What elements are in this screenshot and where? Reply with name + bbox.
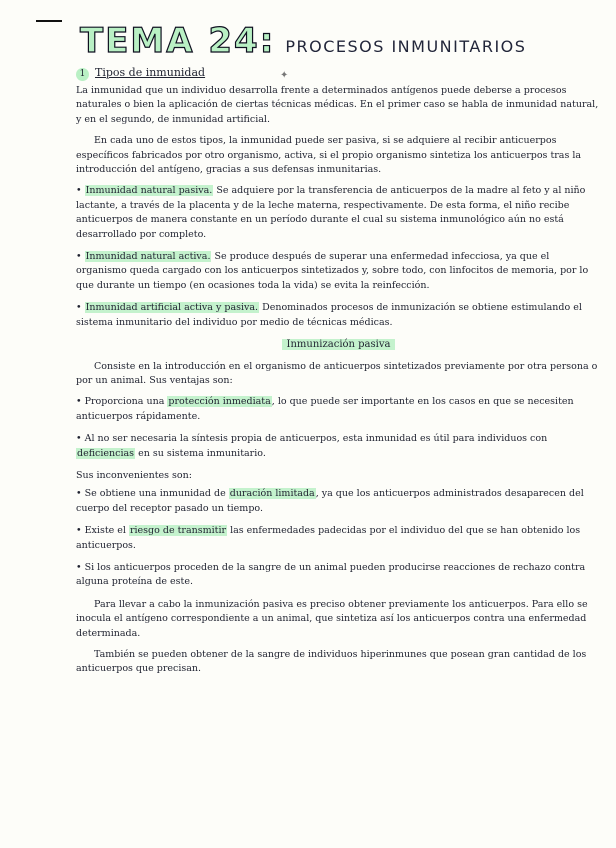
bullet-dot: • — [76, 488, 82, 500]
bullet-term: Inmunidad natural pasiva. — [85, 185, 213, 197]
types-paragraph: En cada uno de estos tipos, la inmunidad puede ser pasiva, si se adquiere al recibir anticuerpos específicos fabricados por otro organismo, activa, si el propio organismo sintetiza los anticuerpos tras la introducción del antígeno, gracias a sus defensas inmunitarias. — [76, 135, 582, 176]
page-header — [80, 21, 527, 61]
disadvantage-highlight: duración limitada — [229, 488, 315, 500]
section-number: 1 — [76, 68, 89, 81]
passive-heading-text: Inmunización pasiva — [282, 339, 396, 350]
section-title: Tipos de inmunidad — [95, 66, 206, 79]
bullet-text: Se adquiere por la transferencia de anticuerpos de la madre al feto y al niño lactante, a través de la placenta y de la leche materna, respectivamente. De esta forma, el niño recibe anticuerpos de manera constante en un período durante el cual su sistema inmunológico aún no está desarrollado por completo. — [76, 185, 586, 240]
section-heading — [76, 66, 601, 81]
disadvantage-text: Si los anticuerpos proceden de la sangre de un animal pueden producirse reacciones de rechazo contra alguna proteína de este. — [76, 561, 586, 588]
disadvantage-item — [76, 524, 601, 553]
disadvantage-text: Existe el — [84, 525, 129, 537]
advantage-text: Proporciona una — [84, 396, 168, 408]
bullet-dot: • — [76, 396, 82, 408]
advantage-text: Al no ser necesaria la síntesis propia de anticuerpos, esta inmunidad es útil para individuos con — [84, 433, 548, 445]
bullet-dot: • — [76, 561, 82, 573]
passive-intro: Consiste en la introducción en el organismo de anticuerpos sintetizados previamente por otra persona o por un animal. Sus ventajas son: — [76, 360, 598, 386]
page-content — [76, 66, 601, 684]
advantage-item — [76, 432, 601, 461]
advantage-text: , lo que puede ser importante en los casos en que se necesiten anticuerpos rápidamente. — [76, 396, 574, 422]
bullet-term: Inmunidad artificial activa y pasiva. — [85, 302, 259, 314]
advantage-highlight: protección inmediata — [168, 396, 271, 408]
intro-paragraph: La inmunidad que un individuo desarrolla frente a determinados antígenos puede deberse a procesos naturales o bien la aplicación de ciertas técnicas médicas. En el primer caso se habla de inmunidad natural, y en el segundo, de inmunidad artificial. — [76, 85, 599, 125]
advantage-text: en su sistema inmunitario. — [135, 447, 266, 459]
closing-paragraph-1: Para llevar a cabo la inmunización pasiva es preciso obtener previamente los anticuerpos. Para ello se inocula el antígeno correspondiente a un animal, que sintetiza así los anticuerpos contra una enfermedad determinada. — [76, 598, 588, 639]
page-subtitle: PROCESOS INMUNITARIOS — [285, 37, 527, 56]
bullet-dot: • — [76, 525, 82, 537]
passive-heading — [76, 338, 601, 352]
disadvantage-text: Se obtiene una inmunidad de — [84, 488, 229, 500]
advantage-highlight: deficiencias — [77, 447, 135, 459]
star-icon: ✦ — [280, 70, 289, 81]
disadvantage-text: las enfermedades padecidas por el individuo del que se han obtenido los anticuerpos. — [76, 525, 581, 551]
bullet-dot: • — [76, 251, 82, 263]
bullet-natural-active — [76, 250, 601, 293]
advantage-item — [76, 395, 601, 424]
disadvantages-label: Sus inconvenientes son: — [76, 469, 192, 481]
bullet-natural-passive — [76, 184, 601, 242]
disadvantage-item — [76, 487, 601, 516]
bullet-text: Denominados procesos de inmunización se obtiene estimulando el sistema inmunitario del individuo por medio de técnicas médicas. — [76, 302, 582, 328]
closing-paragraph-2: También se pueden obtener de la sangre de individuos hiperinmunes que posean gran cantidad de los anticuerpos que precisan. — [76, 649, 587, 675]
corner-dash — [36, 20, 62, 22]
bullet-dot: • — [76, 433, 82, 445]
disadvantage-highlight: riesgo de transmitir — [129, 525, 227, 537]
page-title: TEMA 24: — [80, 21, 276, 61]
bullet-term: Inmunidad natural activa. — [85, 251, 211, 263]
disadvantage-text: , ya que los anticuerpos administrados desaparecen del cuerpo del receptor pasado un tiempo. — [76, 488, 584, 514]
bullet-dot: • — [76, 302, 82, 314]
bullet-dot: • — [76, 185, 82, 197]
bullet-artificial — [76, 301, 601, 330]
disadvantage-item — [76, 561, 601, 590]
bullet-text: Se produce después de superar una enfermedad infecciosa, ya que el organismo queda cargado con los anticuerpos sintetizados y, sobre todo, con linfocitos de memoria, por lo que durante un tiempo (en ocasiones toda la vida) se evita la reinfección. — [76, 251, 589, 291]
